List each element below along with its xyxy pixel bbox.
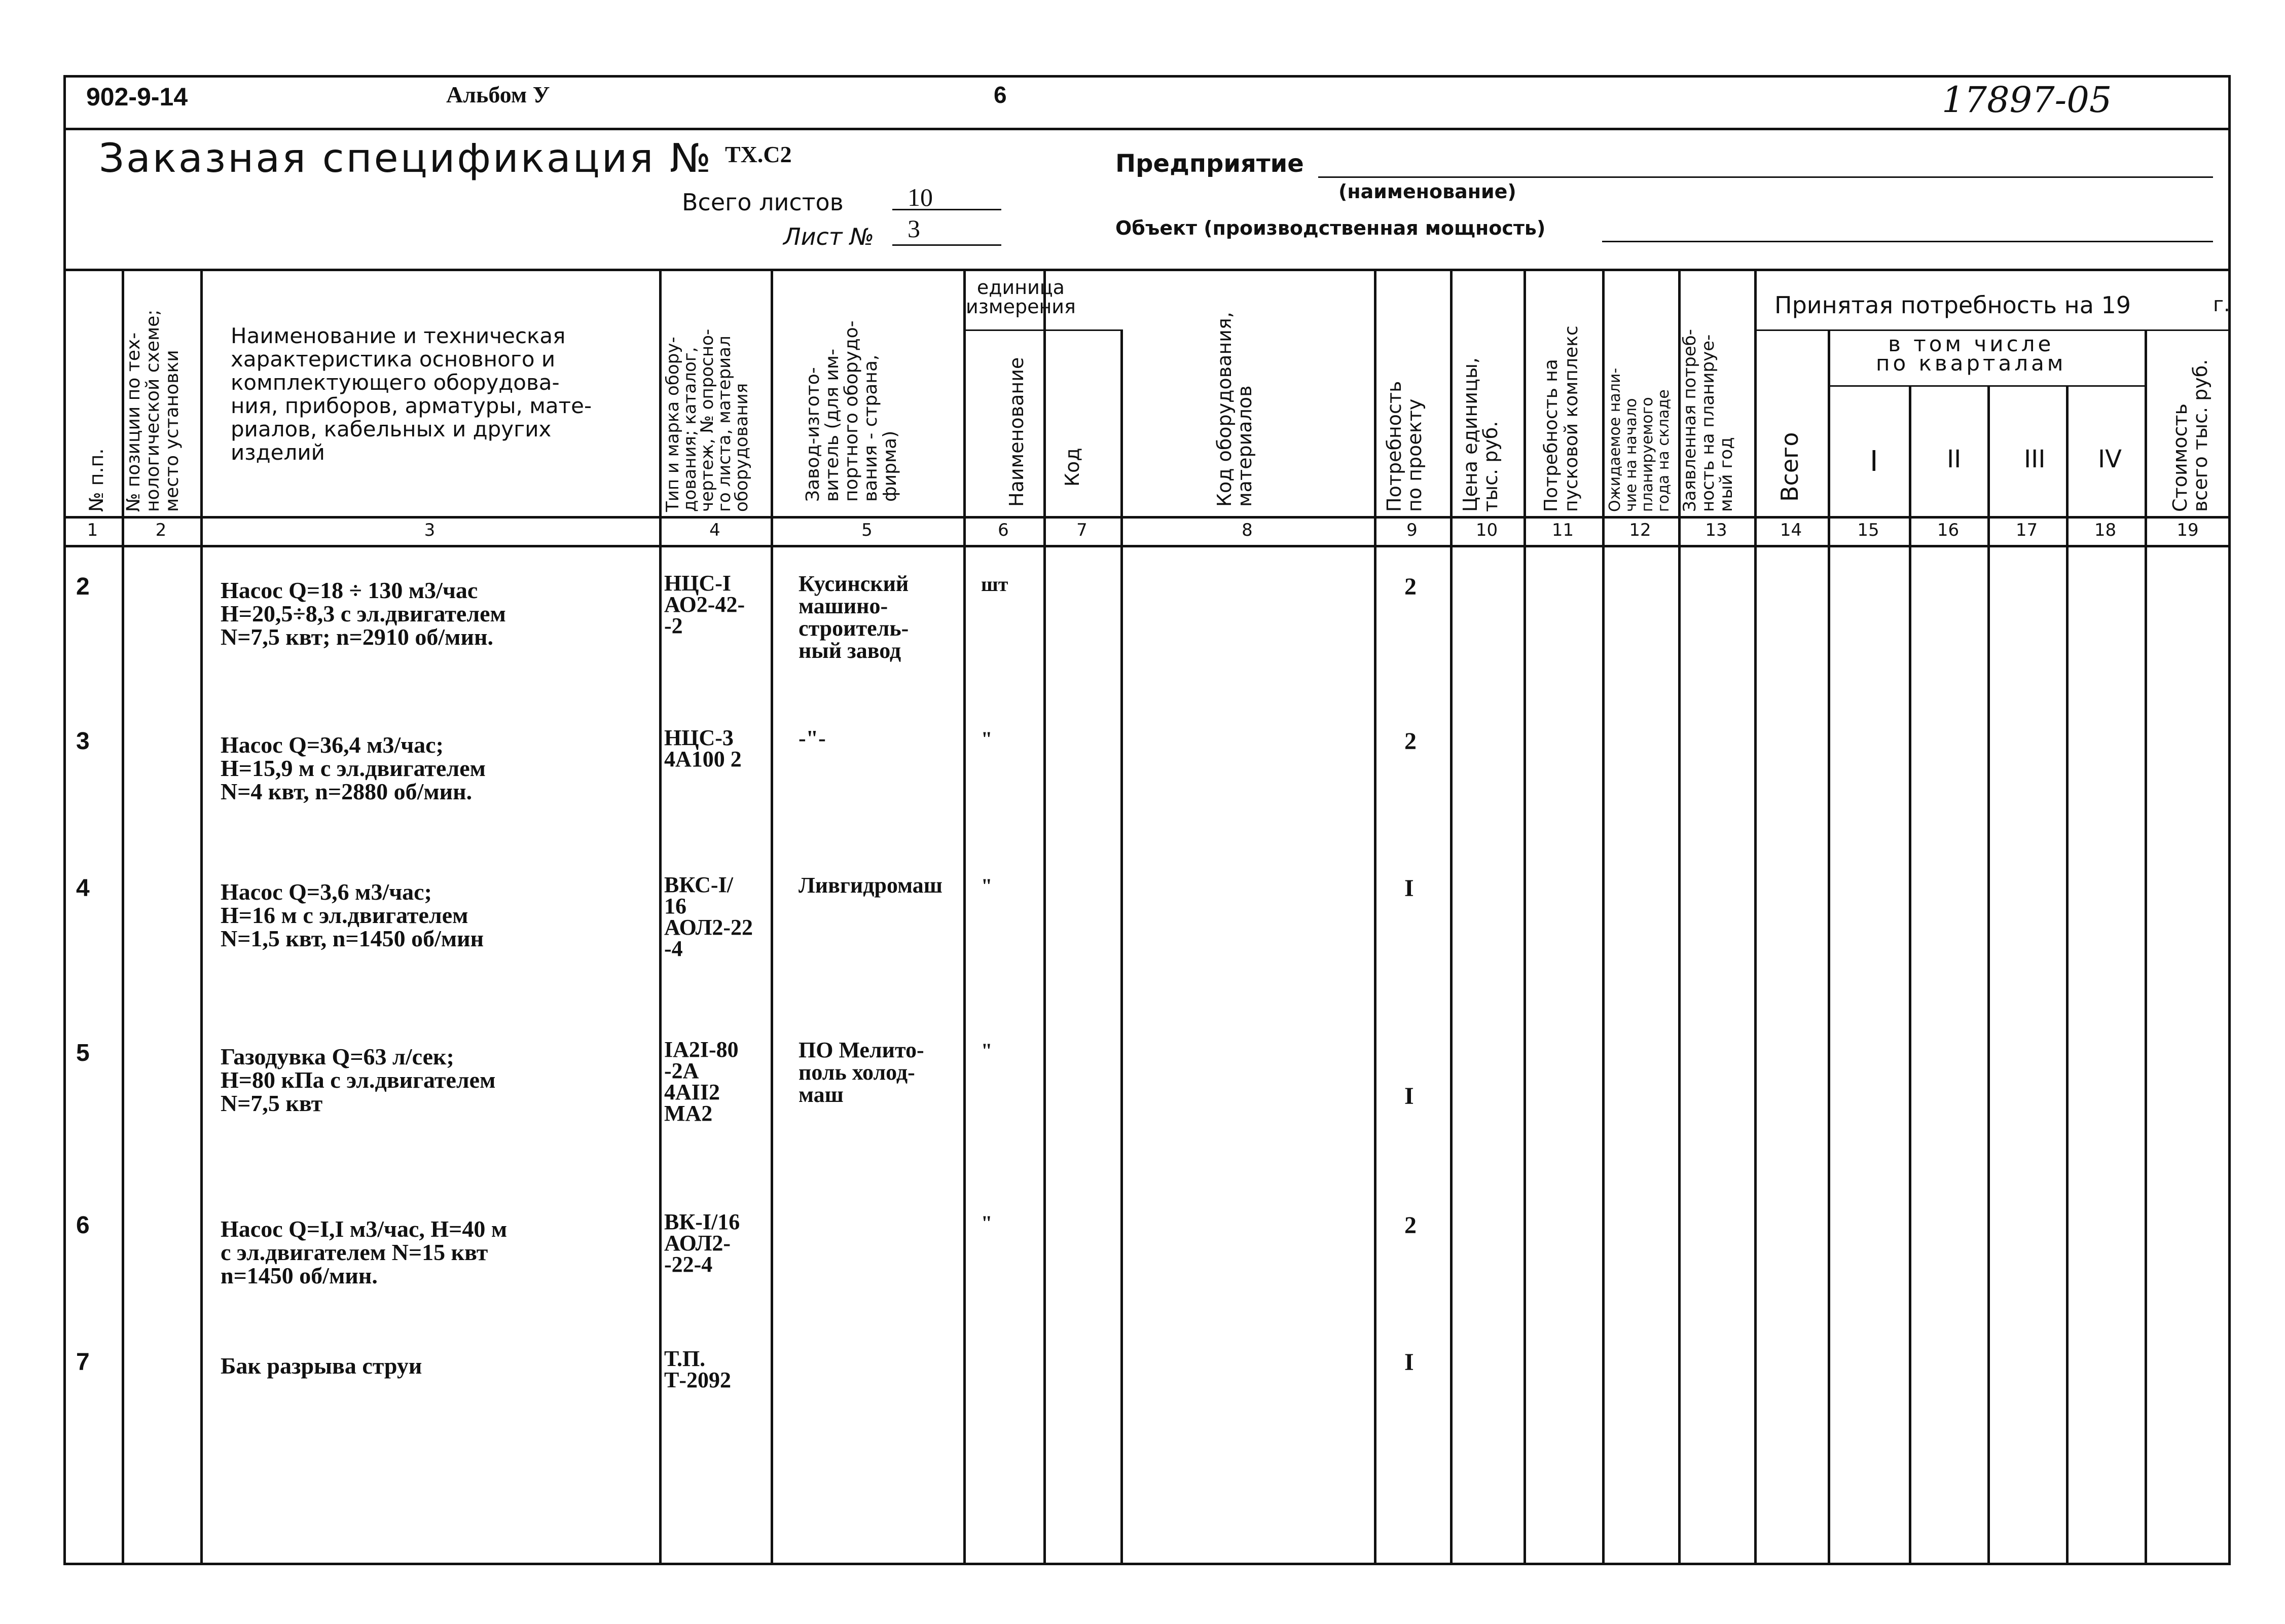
row-quantity: I [1404,875,1414,902]
column-number: 15 [1857,520,1879,540]
spec-title: Заказная спецификация № [99,136,713,181]
col-header-8: Код оборудования, материалов [1213,312,1256,507]
column-number: 16 [1937,520,1960,540]
row-maker: Ливгидромаш [799,873,942,898]
row-name: Бак разрыва струи [221,1353,422,1379]
column-number: 13 [1705,520,1727,540]
column-number: 9 [1406,520,1418,540]
total-sheets-value: 10 [908,183,933,211]
column-number: 1 [87,520,98,540]
column-line [1987,385,1990,1565]
col-header-4: Тип и марка обору- дования; каталог, чертеж, № опросно- го листа, материал оборудования [663,328,752,512]
column-number: 2 [155,520,167,540]
col-header-1: № п.п. [85,448,107,512]
column-line [1450,269,1453,1565]
column-line [1909,385,1911,1565]
sheet-value: 3 [908,214,920,243]
column-number: 3 [424,520,436,540]
row-number: 2 [76,573,90,600]
col-header-10: Цена единицы, тыс. руб. [1459,357,1502,512]
col-header-18: IV [2098,445,2122,473]
row-maker: ПО Мелито- поль холод- маш [799,1038,924,1107]
sheet-underline [892,244,1001,246]
col-header-5: Завод-изгото- витель (для им- портного оборудо- вания - страна, фирма) [803,320,900,502]
column-line [771,269,773,1565]
col-header-13: Заявленная потреб- ность на планируе- мый год [1680,329,1736,512]
row-unit: " [981,1039,993,1062]
column-number: 12 [1629,520,1651,540]
column-number: 14 [1780,520,1802,540]
column-line [1754,269,1757,1565]
column-line [659,269,662,1565]
enterprise-caption: (наименование) [1338,180,1516,203]
row-unit: шт [981,573,1008,596]
total-sheets-label: Всего листов [682,189,844,216]
column-line [1043,269,1046,1565]
object-underline [1602,241,2213,242]
col-header-11: Потребность на пусковой комплекс [1541,325,1582,512]
enterprise-underline [1318,176,2213,178]
colnum-bottom-line [63,545,2231,547]
row-name: Насос Q=18 ÷ 130 м3/час Н=20,5÷8,3 с эл.двигателем N=7,5 квт; n=2910 об/мин. [221,577,506,650]
column-line [1602,269,1605,1565]
column-line [1374,269,1376,1565]
row-type: НЦС-I АО2-42- -2 [664,571,745,638]
column-line [200,269,203,1565]
column-line [1524,269,1526,1565]
row-name: Насос Q=3,6 м3/час; Н=16 м с эл.двигателем N=1,5 квт, n=1450 об/мин [221,879,484,951]
col-header-12: Ожидаемое нали- чие на начало планируемого года на складе [1606,367,1673,512]
row-maker: Кусинский машино- строитель- ный завод [799,571,909,663]
column-number: 6 [998,520,1009,540]
column-number: 4 [709,520,720,540]
quarters-group-line [1828,385,2145,387]
sheet-label: Лист № [783,223,875,250]
row-type: IА2I-80 -2А 4АII2 МА2 [664,1037,739,1126]
column-line [1828,329,1830,1565]
page-number: 6 [994,82,1007,108]
enterprise-label: Предприятие [1115,150,1304,178]
col-header-17: III [2024,445,2046,473]
spec-code: ТХ.С2 [725,141,792,167]
row-type: ВК-I/16 АОЛ2- -22-4 [664,1209,740,1277]
column-number: 10 [1475,520,1498,540]
col-header-15: I [1870,445,1878,478]
row-number: 4 [76,875,90,902]
column-number: 5 [861,520,873,540]
row-type: НЦС-3 4А100 2 [664,725,742,771]
stamp-number: 17897-05 [1942,79,2112,121]
column-number: 8 [1242,520,1253,540]
total-sheets-underline [892,209,1001,210]
row-quantity: I [1404,1083,1414,1110]
row-name: Насос Q=36,4 м3/час; Н=15,9 м с эл.двигателем N=4 квт, n=2880 об/мин. [221,732,486,804]
row-maker: -"- [799,726,826,751]
row-unit: " [981,1211,993,1234]
album-label: Альбом У [446,82,550,107]
row-number: 3 [76,728,90,755]
quarters-header: в том числе по кварталам [1876,331,2066,376]
column-line [963,269,966,1565]
column-number: 11 [1551,520,1574,540]
col-header-6-group: единица измерения [966,276,1076,318]
title-divider [63,269,2231,271]
col-header-6: Наименование [1005,357,1028,507]
column-line [1120,329,1123,1565]
column-line [2145,329,2147,1565]
col-header-7: Код [1061,448,1083,487]
row-quantity: 2 [1404,1212,1417,1239]
unit-group-line [963,329,1120,331]
accepted-header: Принятая потребность на 19 [1774,291,2131,319]
row-number: 5 [76,1040,90,1066]
colnum-top-line [63,516,2231,519]
row-number: 7 [76,1349,90,1376]
col-header-2: № позиции по тех- нологической схеме; место установки [123,309,183,512]
object-label: Объект (производственная мощность) [1115,217,1546,239]
col-header-9: Потребность по проекту [1383,381,1426,512]
col-header-19: Стоимость всего тыс. руб. [2169,359,2211,512]
row-type: Т.П. Т-2092 [664,1346,731,1392]
row-unit: " [981,727,993,750]
column-number: 17 [2015,520,2038,540]
col-header-16: II [1947,445,1962,473]
column-number: 7 [1076,520,1087,540]
accepted-year-suffix: г. [2213,293,2230,316]
row-quantity: 2 [1404,728,1417,755]
topbar-divider [63,128,2231,130]
row-name: Насос Q=I,I м3/час, Н=40 м с эл.двигателем N=15 квт n=1450 об/мин. [221,1216,507,1288]
col-header-3: Наименование и техническая характеристика основного и комплектующего оборудова- ния, приборов, арматуры, мате- риалов, кабельных и других изделий [231,323,592,465]
row-number: 6 [76,1212,90,1239]
row-name: Газодувка Q=63 л/сек; Н=80 кПа с эл.двигателем N=7,5 квт [221,1044,496,1116]
col-header-14: Всего [1776,432,1803,502]
accepted-group-line [1754,329,2231,331]
doc-code: 902-9-14 [86,83,188,111]
column-number: 18 [2094,520,2117,540]
column-line [2066,385,2069,1565]
row-quantity: I [1404,1349,1414,1376]
row-quantity: 2 [1404,573,1417,600]
row-type: ВКС-I/ 16 АОЛ2-22 -4 [664,872,753,961]
column-number: 19 [2177,520,2199,540]
row-unit: " [981,874,993,897]
